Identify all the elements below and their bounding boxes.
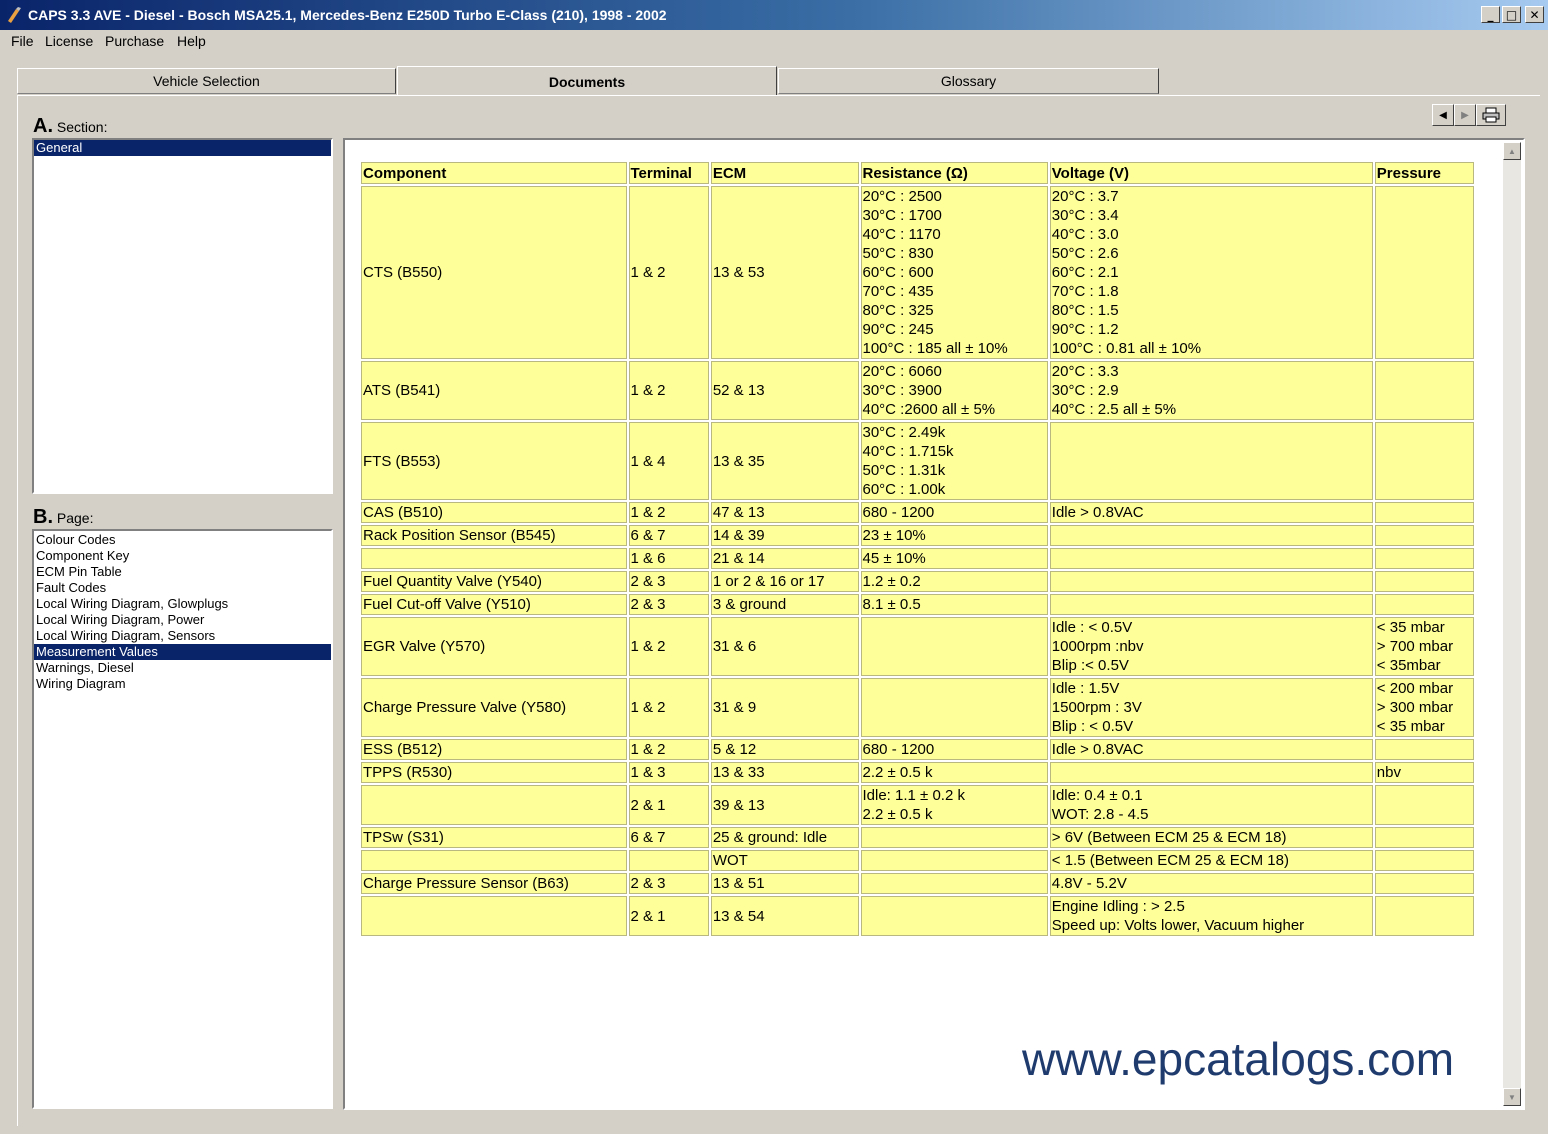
table-row: [361, 739, 1474, 760]
tab-vehicle-selection[interactable]: Vehicle Selection: [17, 68, 396, 94]
section-label-text: Section:: [56, 119, 108, 135]
table-row: [361, 361, 1474, 420]
cell-resistance: 680 - 1200: [861, 502, 1048, 523]
section-label: [33, 115, 107, 138]
table-row: [361, 502, 1474, 523]
cell-pressure: [1375, 571, 1474, 592]
tab-documents[interactable]: Documents: [397, 66, 777, 96]
header-pressure: Pressure: [1375, 162, 1474, 184]
cell-terminal: 1 & 2: [629, 361, 709, 420]
cell-pressure: [1375, 422, 1474, 500]
cell-voltage: [1050, 762, 1373, 783]
cell-ecm: 31 & 9: [711, 678, 859, 737]
cell-pressure: [1375, 594, 1474, 615]
table-body: [361, 186, 1474, 936]
cell-terminal: 1 & 2: [629, 502, 709, 523]
header-terminal: Terminal: [629, 162, 709, 184]
cell-voltage: Engine Idling : > 2.5 Speed up: Volts lower, Vacuum higher: [1050, 896, 1373, 936]
cell-component: CTS (B550): [361, 186, 627, 359]
cell-resistance: [861, 678, 1048, 737]
cell-terminal: 1 & 2: [629, 678, 709, 737]
menu-license[interactable]: License: [45, 33, 94, 49]
cell-component: CAS (B510): [361, 502, 627, 523]
page-label: [33, 506, 93, 529]
cell-component: Rack Position Sensor (B545): [361, 525, 627, 546]
page-item-colour-codes[interactable]: Colour Codes: [36, 532, 116, 547]
cell-resistance: [861, 873, 1048, 894]
cell-resistance: 8.1 ± 0.5: [861, 594, 1048, 615]
cell-resistance: 30°C : 2.49k 40°C : 1.715k 50°C : 1.31k 60°C : 1.00k: [861, 422, 1048, 500]
cell-voltage: 4.8V - 5.2V: [1050, 873, 1373, 894]
page-item-wiring-power[interactable]: Local Wiring Diagram, Power: [36, 612, 205, 627]
table-row: [361, 422, 1474, 500]
cell-component: Charge Pressure Valve (Y580): [361, 678, 627, 737]
window-title: CAPS 3.3 AVE - Diesel - Bosch MSA25.1, Mercedes-Benz E250D Turbo E-Class (210), 1998 - 2002: [28, 7, 667, 23]
cell-ecm: 14 & 39: [711, 525, 859, 546]
cell-ecm: 1 or 2 & 16 or 17: [711, 571, 859, 592]
page-list[interactable]: [32, 529, 333, 1109]
cell-voltage: Idle: 0.4 ± 0.1 WOT: 2.8 - 4.5: [1050, 785, 1373, 825]
page-letter: B.: [33, 506, 53, 528]
close-button[interactable]: ✕: [1525, 6, 1544, 23]
cell-voltage: [1050, 548, 1373, 569]
cell-terminal: [629, 850, 709, 871]
cell-resistance: 23 ± 10%: [861, 525, 1048, 546]
cell-ecm: 13 & 54: [711, 896, 859, 936]
table-row: [361, 548, 1474, 569]
cell-voltage: Idle : 1.5V 1500rpm : 3V Blip : < 0.5V: [1050, 678, 1373, 737]
cell-terminal: 1 & 4: [629, 422, 709, 500]
cell-component: Fuel Quantity Valve (Y540): [361, 571, 627, 592]
header-resistance: Resistance (Ω): [861, 162, 1048, 184]
section-letter: A.: [33, 115, 53, 137]
table-header-row: [361, 162, 1474, 184]
document-nav-buttons: [1432, 104, 1506, 126]
page-item-wiring-sensors[interactable]: Local Wiring Diagram, Sensors: [36, 628, 216, 643]
cell-resistance: [861, 617, 1048, 676]
cell-pressure: [1375, 827, 1474, 848]
cell-ecm: 52 & 13: [711, 361, 859, 420]
scroll-down-icon[interactable]: ▼: [1503, 1088, 1521, 1106]
cell-resistance: [861, 850, 1048, 871]
cell-ecm: 13 & 33: [711, 762, 859, 783]
scroll-up-icon[interactable]: ▲: [1503, 142, 1521, 160]
cell-component: [361, 896, 627, 936]
title-bar: [0, 0, 1548, 30]
cell-voltage: 20°C : 3.7 30°C : 3.4 40°C : 3.0 50°C : 2.6 60°C : 2.1 70°C : 1.8 80°C : 1.5 90°C : 1.2 100°C : 0.81 all ± 10%: [1050, 186, 1373, 359]
measurement-values-table: [359, 160, 1476, 938]
cell-pressure: [1375, 873, 1474, 894]
menu-file[interactable]: File: [11, 33, 34, 49]
tab-strip: [17, 68, 1539, 96]
cell-pressure: [1375, 739, 1474, 760]
menu-help[interactable]: Help: [177, 33, 206, 49]
page-item-wiring-diagram[interactable]: Wiring Diagram: [36, 676, 126, 691]
cell-ecm: 21 & 14: [711, 548, 859, 569]
cell-voltage: [1050, 571, 1373, 592]
cell-component: EGR Valve (Y570): [361, 617, 627, 676]
cell-resistance: 20°C : 6060 30°C : 3900 40°C :2600 all ± 5%: [861, 361, 1048, 420]
table-row: [361, 525, 1474, 546]
cell-component: ATS (B541): [361, 361, 627, 420]
page-item-fault-codes[interactable]: Fault Codes: [36, 580, 107, 595]
cell-pressure: [1375, 186, 1474, 359]
cell-terminal: 1 & 2: [629, 739, 709, 760]
cell-terminal: 2 & 3: [629, 594, 709, 615]
cell-voltage: Idle > 0.8VAC: [1050, 502, 1373, 523]
cell-pressure: < 35 mbar > 700 mbar < 35mbar: [1375, 617, 1474, 676]
cell-component: FTS (B553): [361, 422, 627, 500]
cell-terminal: 2 & 1: [629, 896, 709, 936]
arrow-left-icon[interactable]: ◀: [1432, 104, 1454, 126]
cell-pressure: < 200 mbar > 300 mbar < 35 mbar: [1375, 678, 1474, 737]
menu-bar: [0, 30, 1548, 52]
cell-voltage: 20°C : 3.3 30°C : 2.9 40°C : 2.5 all ± 5%: [1050, 361, 1373, 420]
cell-terminal: 6 & 7: [629, 827, 709, 848]
header-voltage: Voltage (V): [1050, 162, 1373, 184]
vertical-scrollbar[interactable]: [1503, 142, 1521, 1106]
menu-purchase[interactable]: Purchase: [105, 33, 165, 49]
table-row: [361, 873, 1474, 894]
section-item-general[interactable]: General: [34, 140, 331, 156]
cell-terminal: 1 & 6: [629, 548, 709, 569]
cell-pressure: nbv: [1375, 762, 1474, 783]
cell-ecm: 39 & 13: [711, 785, 859, 825]
cell-resistance: [861, 896, 1048, 936]
cell-ecm: WOT: [711, 850, 859, 871]
cell-voltage: Idle > 0.8VAC: [1050, 739, 1373, 760]
cell-terminal: 1 & 2: [629, 617, 709, 676]
cell-resistance: 2.2 ± 0.5 k: [861, 762, 1048, 783]
table-row: [361, 571, 1474, 592]
cell-voltage: > 6V (Between ECM 25 & ECM 18): [1050, 827, 1373, 848]
cell-terminal: 1 & 3: [629, 762, 709, 783]
table-row: [361, 617, 1474, 676]
app-icon: [6, 7, 22, 23]
table-row: [361, 896, 1474, 936]
cell-ecm: 3 & ground: [711, 594, 859, 615]
page-item-warnings-diesel[interactable]: Warnings, Diesel: [36, 660, 134, 675]
printer-glyph: [1482, 107, 1500, 123]
cell-terminal: 2 & 3: [629, 873, 709, 894]
cell-component: Fuel Cut-off Valve (Y510): [361, 594, 627, 615]
cell-ecm: 25 & ground: Idle: [711, 827, 859, 848]
cell-resistance: 45 ± 10%: [861, 548, 1048, 569]
arrow-right-icon[interactable]: ▶: [1454, 104, 1476, 126]
cell-pressure: [1375, 548, 1474, 569]
page-item-ecm-pin-table[interactable]: ECM Pin Table: [36, 564, 122, 579]
header-component: Component: [361, 162, 627, 184]
cell-terminal: 1 & 2: [629, 186, 709, 359]
cell-voltage: [1050, 594, 1373, 615]
cell-component: TPPS (R530): [361, 762, 627, 783]
cell-ecm: 13 & 51: [711, 873, 859, 894]
cell-component: ESS (B512): [361, 739, 627, 760]
cell-resistance: Idle: 1.1 ± 0.2 k 2.2 ± 0.5 k: [861, 785, 1048, 825]
cell-component: [361, 548, 627, 569]
cell-resistance: 20°C : 2500 30°C : 1700 40°C : 1170 50°C : 830 60°C : 600 70°C : 435 80°C : 325 90°C : 245 100°C : 185 all ± 10%: [861, 186, 1048, 359]
cell-ecm: 13 & 35: [711, 422, 859, 500]
table-row: [361, 762, 1474, 783]
header-ecm: ECM: [711, 162, 859, 184]
cell-resistance: 1.2 ± 0.2: [861, 571, 1048, 592]
cell-resistance: 680 - 1200: [861, 739, 1048, 760]
cell-terminal: 2 & 3: [629, 571, 709, 592]
table-row: [361, 594, 1474, 615]
cell-component: [361, 785, 627, 825]
cell-voltage: Idle : < 0.5V 1000rpm :nbv Blip :< 0.5V: [1050, 617, 1373, 676]
tab-glossary[interactable]: Glossary: [778, 68, 1159, 94]
watermark: www.epcatalogs.com: [1022, 1033, 1455, 1085]
cell-pressure: [1375, 896, 1474, 936]
cell-ecm: 5 & 12: [711, 739, 859, 760]
minimize-button[interactable]: _: [1481, 6, 1500, 23]
page-label-text: Page:: [56, 510, 94, 526]
cell-pressure: [1375, 785, 1474, 825]
cell-ecm: 13 & 53: [711, 186, 859, 359]
cell-terminal: 6 & 7: [629, 525, 709, 546]
table-row: [361, 850, 1474, 871]
table-row: [361, 785, 1474, 825]
printer-icon[interactable]: [1476, 104, 1506, 126]
cell-pressure: [1375, 525, 1474, 546]
cell-resistance: [861, 827, 1048, 848]
cell-ecm: 31 & 6: [711, 617, 859, 676]
page-item-wiring-glowplugs[interactable]: Local Wiring Diagram, Glowplugs: [36, 596, 229, 611]
cell-voltage: < 1.5 (Between ECM 25 & ECM 18): [1050, 850, 1373, 871]
page-item-measurement-values[interactable]: Measurement Values: [34, 644, 331, 660]
section-list[interactable]: [32, 138, 333, 494]
page-item-component-key[interactable]: Component Key: [36, 548, 130, 563]
table-row: [361, 827, 1474, 848]
maximize-button[interactable]: □: [1502, 6, 1521, 23]
table-row: [361, 186, 1474, 359]
cell-pressure: [1375, 850, 1474, 871]
cell-component: Charge Pressure Sensor (B63): [361, 873, 627, 894]
cell-voltage: [1050, 422, 1373, 500]
cell-ecm: 47 & 13: [711, 502, 859, 523]
cell-pressure: [1375, 361, 1474, 420]
cell-voltage: [1050, 525, 1373, 546]
table-row: [361, 678, 1474, 737]
cell-terminal: 2 & 1: [629, 785, 709, 825]
cell-component: TPSw (S31): [361, 827, 627, 848]
cell-component: [361, 850, 627, 871]
document-panel: [343, 138, 1525, 1110]
cell-pressure: [1375, 502, 1474, 523]
window-controls: [1481, 6, 1544, 23]
